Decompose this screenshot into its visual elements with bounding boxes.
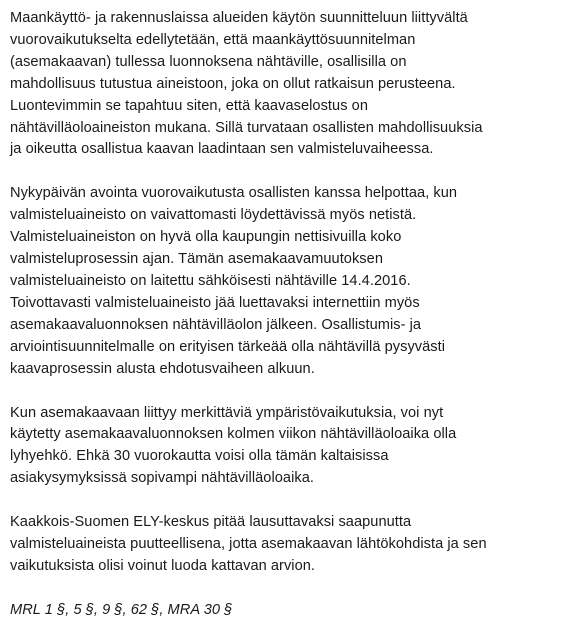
text-line: valmisteluaineista puutteellisena, jotta asemakaavan lähtökohdista ja sen	[10, 536, 487, 553]
text-line: vuorovaikutukselta edellytetään, että maankäyttösuunnitelman	[10, 31, 416, 48]
text-line: vaikutuksista olisi voinut luoda kattavan arvion.	[10, 557, 316, 574]
text-line: Kun asemakaavaan liittyy merkittäviä ympäristövaikutuksia, voi nyt	[10, 404, 444, 421]
text-line: (asemakaavan) tullessa luonnoksena nähtäville, osallisilla on	[10, 53, 407, 70]
text-line: kaavaprosessin alusta ehdotusvaiheen alkuun.	[10, 360, 315, 377]
text-line: asemakaavaluonnoksen nähtävilläolon jälkeen. Osallistumis- ja	[10, 316, 422, 333]
text-line: Maankäyttö- ja rakennuslaissa alueiden käytön suunnitteluun liittyvältä	[10, 10, 468, 26]
text-line: asiakysymyksissä sopivampi nähtävilläoloaika.	[10, 470, 314, 487]
text-line: arviointisuunnitelmalle on erityisen tärkeää olla nähtävillä pysyvästi	[10, 338, 446, 355]
text-line: valmisteluaineisto on laitettu sähköisesti nähtäville 14.4.2016.	[10, 272, 411, 289]
paragraph-ely-conclusion	[10, 512, 562, 578]
document-page	[10, 8, 562, 622]
text-line: käytetty asemakaavaluonnoksen kolmen viikon nähtävilläoloaika olla	[10, 426, 457, 443]
text-line: Valmisteluaineiston on hyvä olla kaupungin nettisivuilla koko	[10, 229, 402, 246]
text-line: Nykypäivän avointa vuorovaikutusta osallisten kanssa helpottaa, kun	[10, 185, 458, 202]
text-line: Luontevimmin se tapahtuu siten, että kaavaselostus on	[10, 97, 368, 114]
paragraph-display-period	[10, 403, 562, 491]
text-line: mahdollisuus tutustua aineistoon, joka on ollut ratkaisun perusteena.	[10, 75, 456, 92]
text-line: nähtävilläoloaineiston mukana. Sillä turvataan osallisten mahdollisuuksia	[10, 119, 483, 136]
paragraph-participation	[10, 8, 562, 161]
text-line: lyhyehkö. Ehkä 30 vuorokautta voisi olla tämän kaltaisissa	[10, 448, 389, 465]
text-line: Kaakkois-Suomen ELY-keskus pitää lausuttavaksi saapunutta	[10, 514, 412, 531]
paragraph-online-availability	[10, 183, 562, 380]
text-line: Toivottavasti valmisteluaineisto jää luettavaksi internettiin myös	[10, 294, 420, 311]
text-line: valmisteluprosessin ajan. Tämän asemakaavamuutoksen	[10, 251, 383, 268]
legal-reference: MRL 1 §, 5 §, 9 §, 62 §, MRA 30 §	[10, 601, 233, 618]
text-line: valmisteluaineisto on vaivattomasti löydettävissä myös netistä.	[10, 207, 417, 224]
text-line: ja oikeutta osallistua kaavan laadintaan sen valmisteluvaiheessa.	[10, 141, 434, 158]
